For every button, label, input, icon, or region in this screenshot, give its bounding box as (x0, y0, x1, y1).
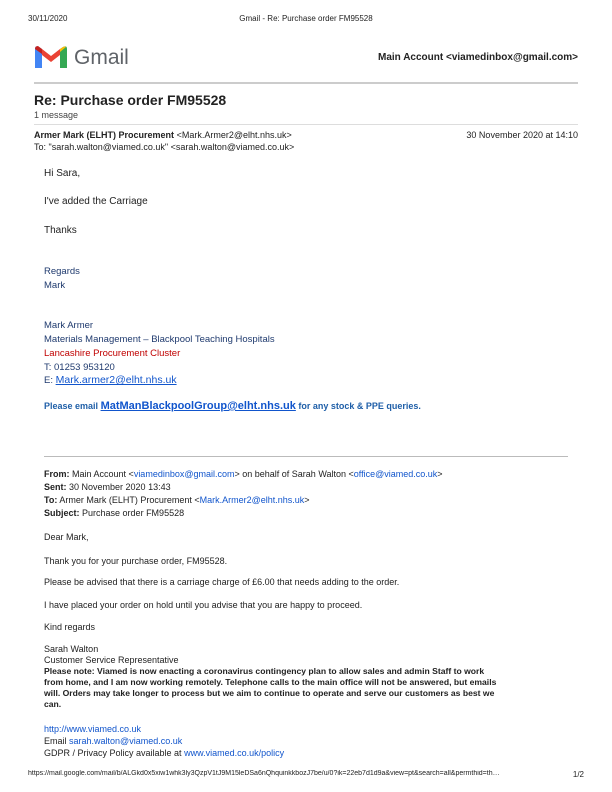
quoted-sender-title: Customer Service Representative (44, 655, 179, 665)
thread-subject: Re: Purchase order FM95528 (34, 92, 227, 108)
quoted-subject-value: Purchase order FM95528 (82, 508, 185, 518)
account-label: Main Account <viamedinbox@gmail.com> (378, 52, 578, 63)
quoted-greeting: Dear Mark, (44, 532, 89, 542)
message-from (34, 130, 292, 140)
covid-note-line-3: will. Orders may take longer to process but we aim to continue to operate and serve our customers as best we (44, 688, 495, 698)
quoted-from-pre: Main Account < (72, 469, 134, 479)
stock-notice (44, 400, 421, 412)
notice-prefix: Please email (44, 401, 99, 411)
website-link[interactable]: http://www.viamed.co.uk (44, 724, 142, 734)
quoted-to-email-link[interactable]: Mark.Armer2@elht.nhs.uk (199, 495, 305, 505)
quoted-from-end: > (437, 469, 443, 479)
quoted-from-email-link[interactable]: viamedinbox@gmail.com (133, 469, 235, 479)
quote-divider (44, 456, 568, 457)
quoted-subject (44, 508, 184, 518)
gdpr-text: GDPR / Privacy Policy available at (44, 748, 182, 758)
sign-off: Mark (44, 280, 66, 291)
thanks: Thanks (44, 225, 77, 236)
message-to: To: "sarah.walton@viamed.co.uk" <sarah.walton@viamed.co.uk> (34, 142, 295, 152)
quoted-to-label: To: (44, 495, 58, 505)
covid-note-line-1: Please note: Viamed is now enacting a coronavirus contingency plan to allow sales and admin Staff to work (44, 666, 485, 676)
signature-email-label: E: (44, 375, 53, 386)
signature-department: Materials Management – Blackpool Teaching Hospitals (44, 334, 275, 345)
notice-email-link[interactable]: MatManBlackpoolGroup@elht.nhs.uk (100, 400, 296, 412)
quoted-from-label: From: (44, 469, 70, 479)
gdpr-row (44, 748, 284, 758)
print-url: https://mail.google.com/mail/b/ALGkd0x5xiw1whk3ly3QzpV1tJ9M15leDSa6nQhquinkkbozJ7be/u/0?ik=22eb7d1d9a&view=pt&search=all&permthid=th… (28, 770, 500, 777)
print-title: Gmail - Re: Purchase order FM95528 (239, 14, 373, 23)
quoted-email-link[interactable]: sarah.walton@viamed.co.uk (69, 736, 183, 746)
signature-name: Mark Armer (44, 320, 94, 331)
signature-email-row (44, 374, 177, 386)
signature-cluster: Lancashire Procurement Cluster (44, 348, 181, 359)
quoted-office-email-link[interactable]: office@viamed.co.uk (353, 469, 438, 479)
covid-note-line-2: from home, and I am now working remotely. Telephone calls to the main office will not be answered, but emails (44, 677, 497, 687)
quoted-sent-value: 30 November 2020 13:43 (69, 482, 171, 492)
body-line: I've added the Carriage (44, 196, 148, 207)
regards: Regards (44, 266, 80, 277)
print-page: 1/2 (572, 770, 584, 779)
quoted-sender-name: Sarah Walton (44, 644, 99, 654)
print-date: 30/11/2020 (28, 14, 68, 23)
quoted-subject-label: Subject: (44, 508, 80, 518)
signature-email-link[interactable]: Mark.armer2@elht.nhs.uk (55, 374, 177, 386)
quoted-from (44, 469, 443, 479)
gmail-logo-icon (34, 44, 68, 70)
gdpr-policy-link[interactable]: www.viamed.co.uk/policy (184, 748, 285, 758)
sender-name: Armer Mark (ELHT) Procurement (34, 130, 175, 140)
quoted-to-pre: Armer Mark (ELHT) Procurement < (59, 495, 200, 505)
quoted-from-mid: > on behalf of Sarah Walton < (234, 469, 354, 479)
message-date: 30 November 2020 at 14:10 (466, 130, 578, 140)
sender-email: <Mark.Armer2@elht.nhs.uk> (176, 130, 292, 140)
quoted-to-end: > (304, 495, 310, 505)
quoted-paragraph-3: I have placed your order on hold until you advise that you are happy to proceed. (44, 600, 363, 610)
quoted-paragraph-1: Thank you for your purchase order, FM95528. (44, 556, 228, 566)
quoted-email-label: Email (44, 736, 67, 746)
quoted-paragraph-2: Please be advised that there is a carriage charge of £6.00 that needs adding to the order. (44, 577, 400, 587)
quoted-sent (44, 482, 171, 492)
quoted-to (44, 495, 310, 505)
quoted-sent-label: Sent: (44, 482, 67, 492)
gmail-wordmark: Gmail (74, 46, 129, 69)
quoted-email-row (44, 736, 182, 746)
greeting: Hi Sara, (44, 168, 81, 179)
covid-note-line-4: can. (44, 699, 62, 709)
notice-suffix: for any stock & PPE queries. (298, 401, 421, 411)
message-divider (34, 124, 578, 125)
signature-phone: T: 01253 953120 (44, 362, 115, 373)
message-count: 1 message (34, 110, 79, 120)
header-divider (34, 82, 578, 84)
quoted-closing: Kind regards (44, 622, 96, 632)
